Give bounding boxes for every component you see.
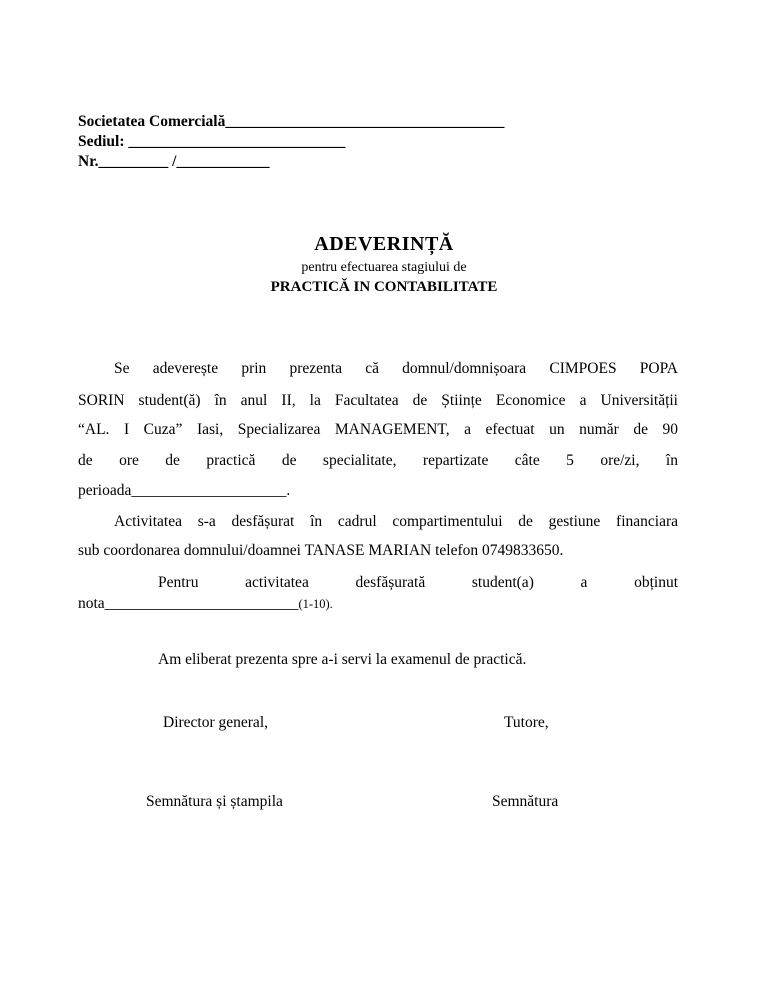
paragraph-1-line-1: Se adeverește prin prezenta că domnul/domnișoara CIMPOES POPA: [114, 360, 678, 377]
tutor-title: Tutore,: [504, 714, 549, 731]
grade-range: (1-10).: [298, 597, 333, 611]
grade-field: nota_________________________: [78, 595, 299, 612]
document-title: ADEVERINȚĂ: [314, 233, 454, 255]
issuance-statement: Am eliberat prezenta spre a-i servi la examenul de practică.: [158, 651, 527, 668]
paragraph-1-line-5: perioada____________________.: [78, 482, 291, 499]
paragraph-3-line-1: Pentru activitatea desfășurată student(a) a obținut: [158, 574, 678, 591]
tutor-signature-label: Semnătura: [492, 793, 559, 810]
paragraph-1-line-3: “AL. I Cuza” Iasi, Specializarea MANAGEMENT, a efectuat un număr de 90: [78, 421, 678, 438]
company-line: Societatea Comercială____________________________________: [78, 113, 505, 130]
document-subtitle-bold: PRACTICĂ IN CONTABILITATE: [270, 279, 498, 295]
document-subtitle: pentru efectuarea stagiului de: [301, 260, 467, 275]
director-title: Director general,: [163, 714, 268, 731]
number-line: Nr._________ /____________: [78, 153, 270, 170]
paragraph-3-line-2: [78, 594, 678, 614]
paragraph-1-line-2: SORIN student(ă) în anul II, la Facultatea de Științe Economice a Universității: [78, 392, 678, 409]
paragraph-2-line-2: sub coordonarea domnului/doamnei TANASE MARIAN telefon 0749833650.: [78, 542, 564, 559]
seat-line: Sediul: ____________________________: [78, 133, 346, 150]
director-signature-label: Semnătura și ștampila: [146, 793, 283, 810]
paragraph-2-line-1: Activitatea s-a desfășurat în cadrul compartimentului de gestiune financiara: [114, 513, 678, 530]
paragraph-1-line-4: de ore de practică de specialitate, repartizate câte 5 ore/zi, în: [78, 452, 678, 469]
